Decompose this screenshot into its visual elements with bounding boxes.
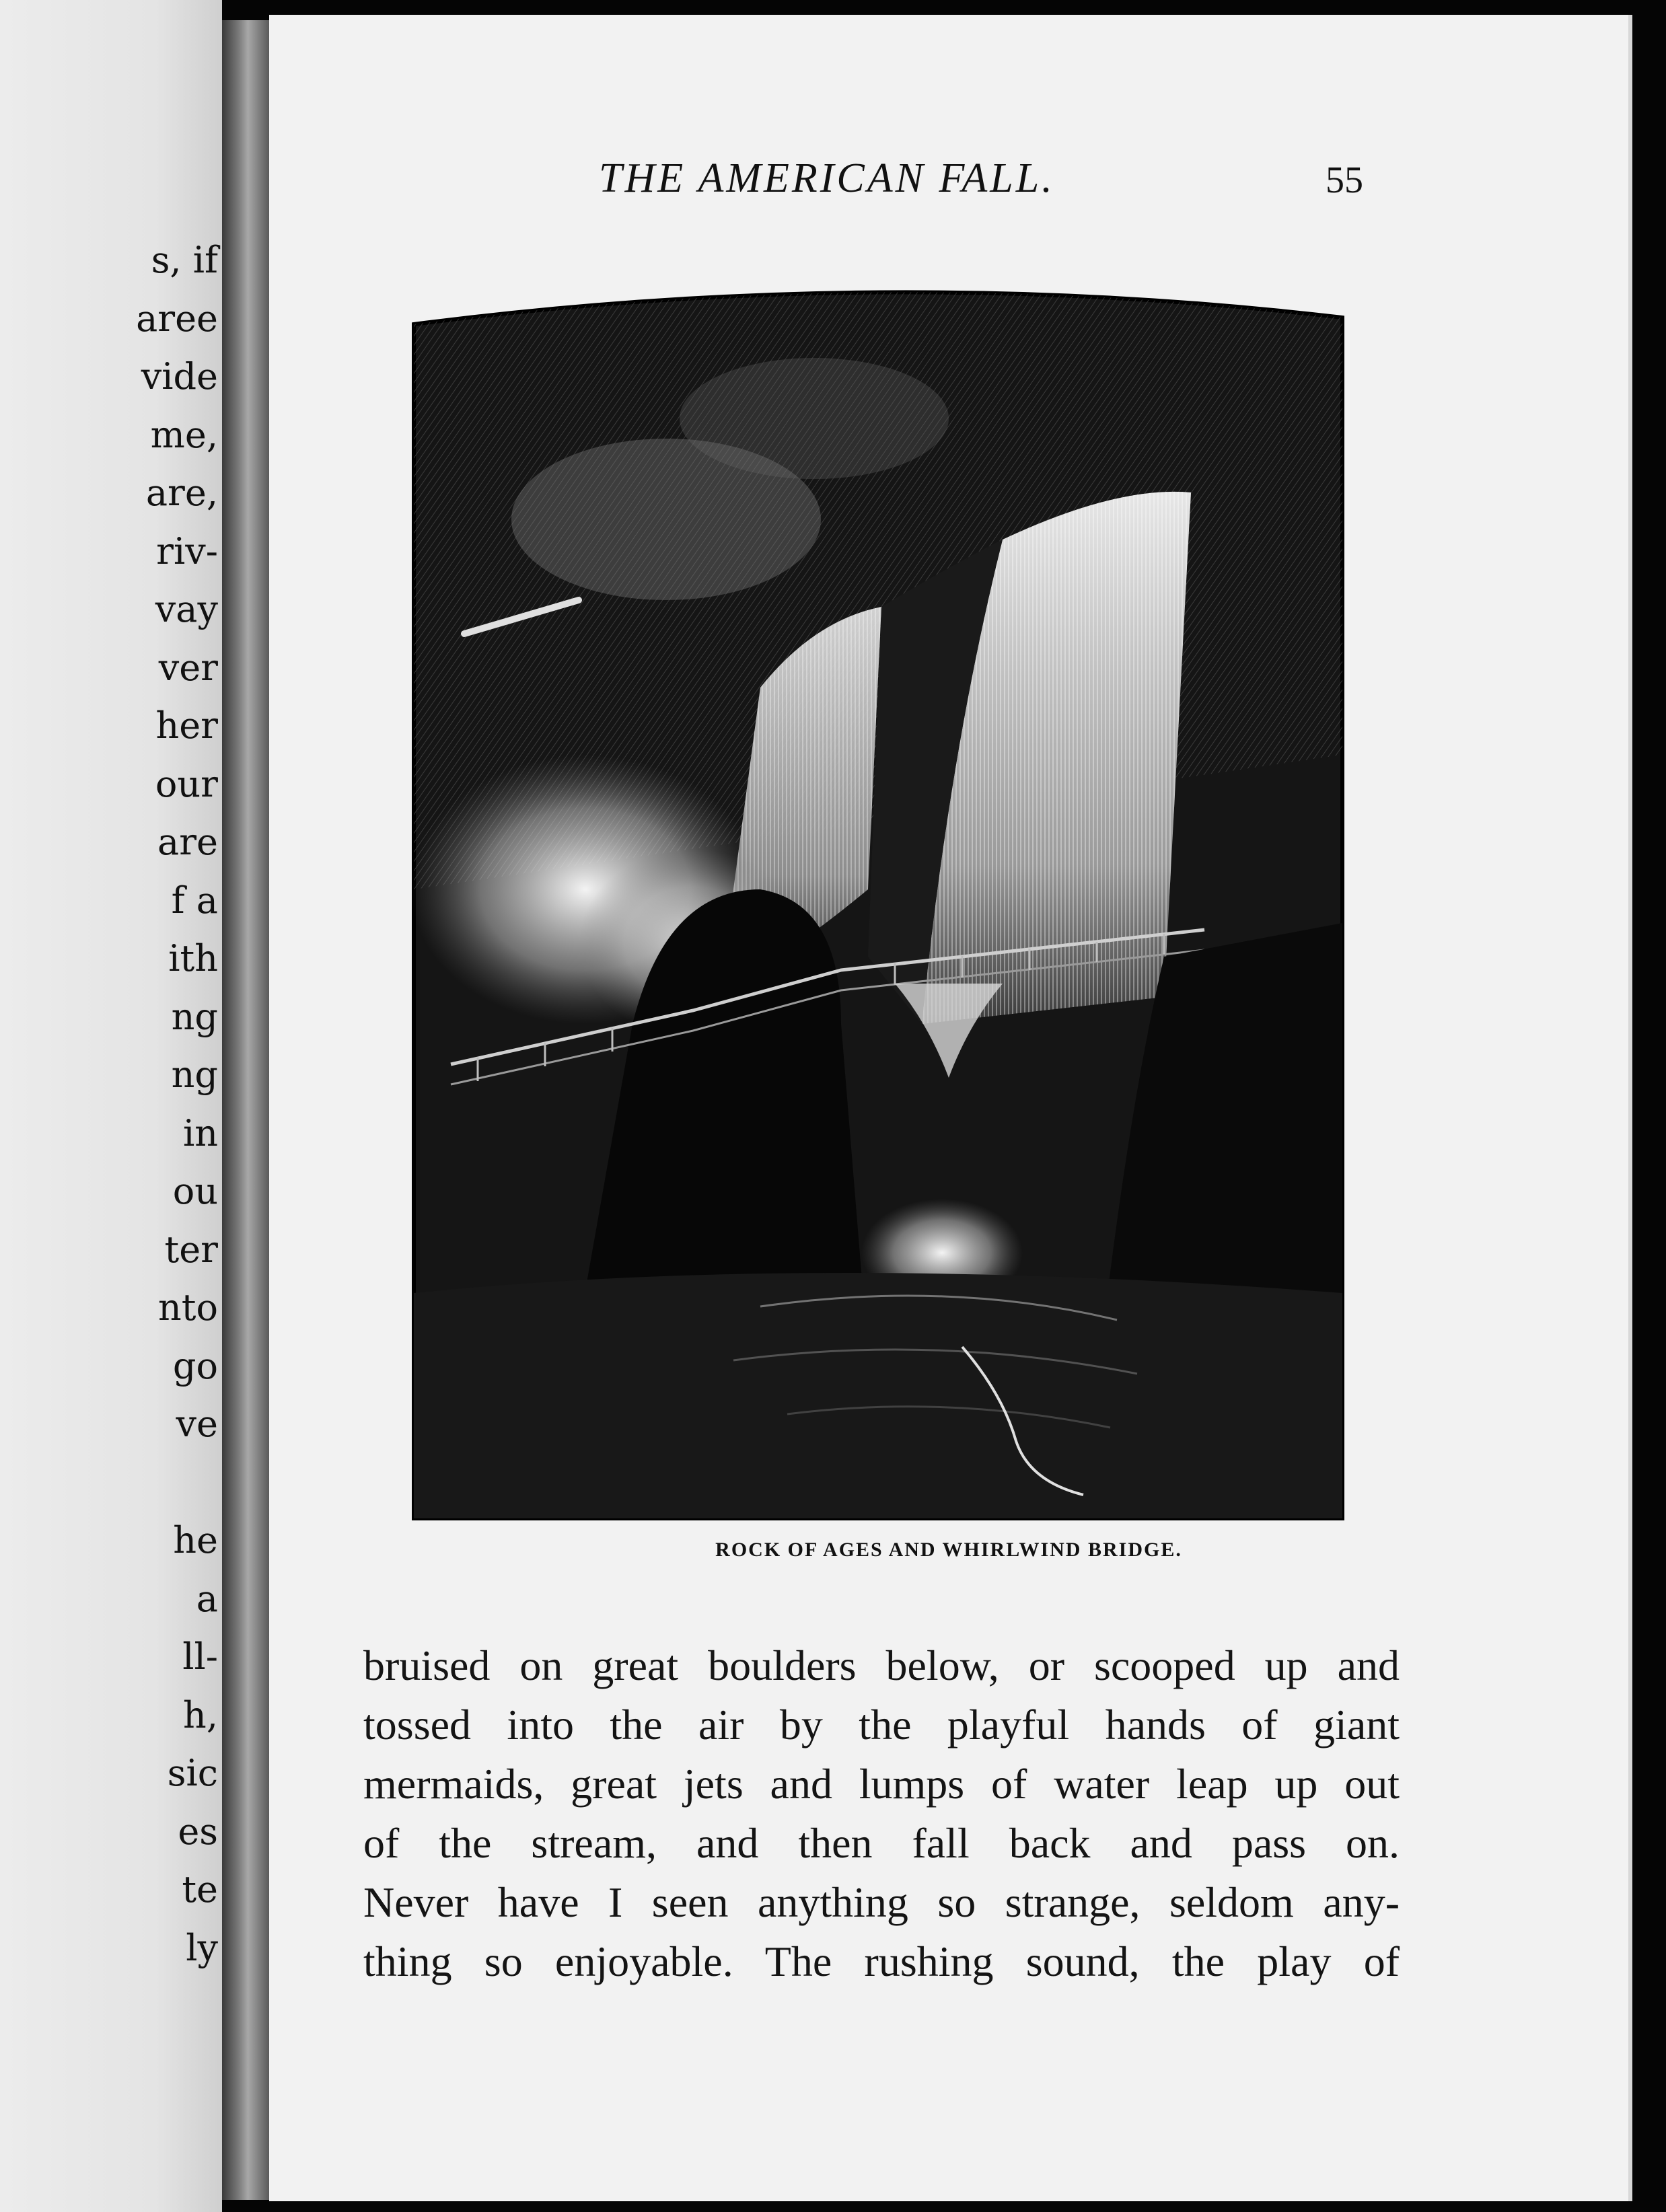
left-page-line: a <box>196 1577 218 1620</box>
left-page-line: es <box>178 1810 218 1853</box>
left-page-line: te <box>182 1868 218 1911</box>
left-page-line: ng <box>171 1054 218 1096</box>
left-page-line: vide <box>141 355 218 398</box>
left-page-line: he <box>173 1519 218 1561</box>
left-facing-page <box>0 0 222 2212</box>
left-page-line: our <box>155 762 218 805</box>
left-page-line: me, <box>150 413 218 456</box>
left-page-line: are, <box>145 472 218 514</box>
body-line: tossed into the air by the playful hands of giant <box>363 1701 1400 1748</box>
body-line: thing so enjoyable. The rushing sound, the play of <box>363 1938 1400 1985</box>
page-number: 55 <box>1326 159 1363 201</box>
body-text <box>363 1636 1400 1991</box>
left-page-line: vay <box>155 588 218 630</box>
body-line: of the stream, and then fall back and pass on. <box>363 1819 1400 1867</box>
left-page-line: nto <box>158 1286 218 1329</box>
left-page-line: riv- <box>156 529 218 573</box>
left-page-line: ver <box>158 646 218 689</box>
left-page-line: ve <box>176 1403 218 1445</box>
left-page-line: ou <box>172 1170 218 1212</box>
body-line: Never have I seen anything so strange, seldom any- <box>363 1878 1400 1926</box>
left-page-line: ith <box>168 937 218 980</box>
waterfall-engraving <box>410 284 1346 1522</box>
book-gutter <box>222 20 269 2200</box>
left-page-line: f a <box>171 879 218 922</box>
left-page-line: h, <box>183 1693 218 1736</box>
left-page-line: sic <box>167 1752 218 1794</box>
right-page <box>269 15 1632 2201</box>
left-page-line: ly <box>186 1926 218 1969</box>
left-page-line: her <box>155 704 218 747</box>
left-page-line: s, if <box>151 239 218 281</box>
body-line: mermaids, great jets and lumps of water leap up out <box>363 1760 1400 1808</box>
left-page-line: ng <box>171 995 218 1038</box>
illustration-caption: ROCK OF AGES AND WHIRLWIND BRIDGE. <box>715 1539 1182 1561</box>
left-page-line: ll- <box>182 1635 218 1678</box>
left-page-line: in <box>182 1111 218 1154</box>
body-line: bruised on great boulders below, or scooped up and <box>363 1642 1400 1689</box>
running-head: THE AMERICAN FALL. <box>599 155 1055 201</box>
left-page-line: are <box>157 821 218 863</box>
left-page-line: go <box>172 1344 218 1387</box>
left-page-line: ter <box>164 1228 218 1271</box>
left-page-line: aree <box>136 297 218 340</box>
